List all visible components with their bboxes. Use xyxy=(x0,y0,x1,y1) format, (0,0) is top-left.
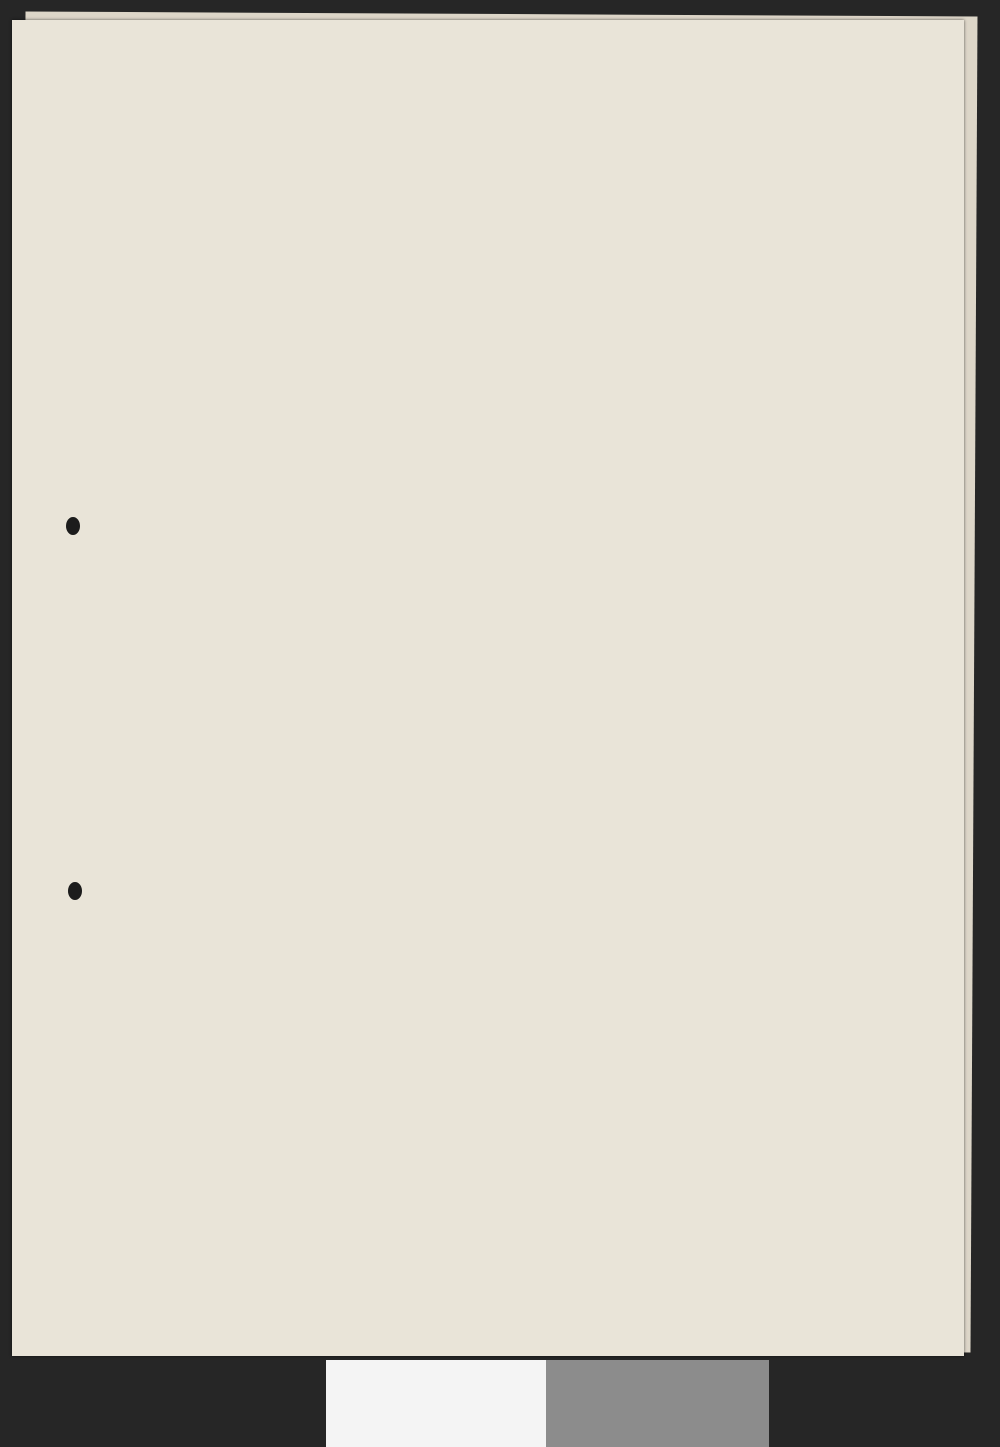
punch-hole xyxy=(68,882,82,900)
calibration-gray-patch xyxy=(546,1360,769,1447)
left-column xyxy=(68,104,446,118)
document-page xyxy=(12,20,964,1356)
punch-hole xyxy=(66,517,80,535)
right-column xyxy=(458,104,838,118)
calibration-strip xyxy=(326,1360,769,1447)
calibration-white-patch xyxy=(326,1360,546,1447)
